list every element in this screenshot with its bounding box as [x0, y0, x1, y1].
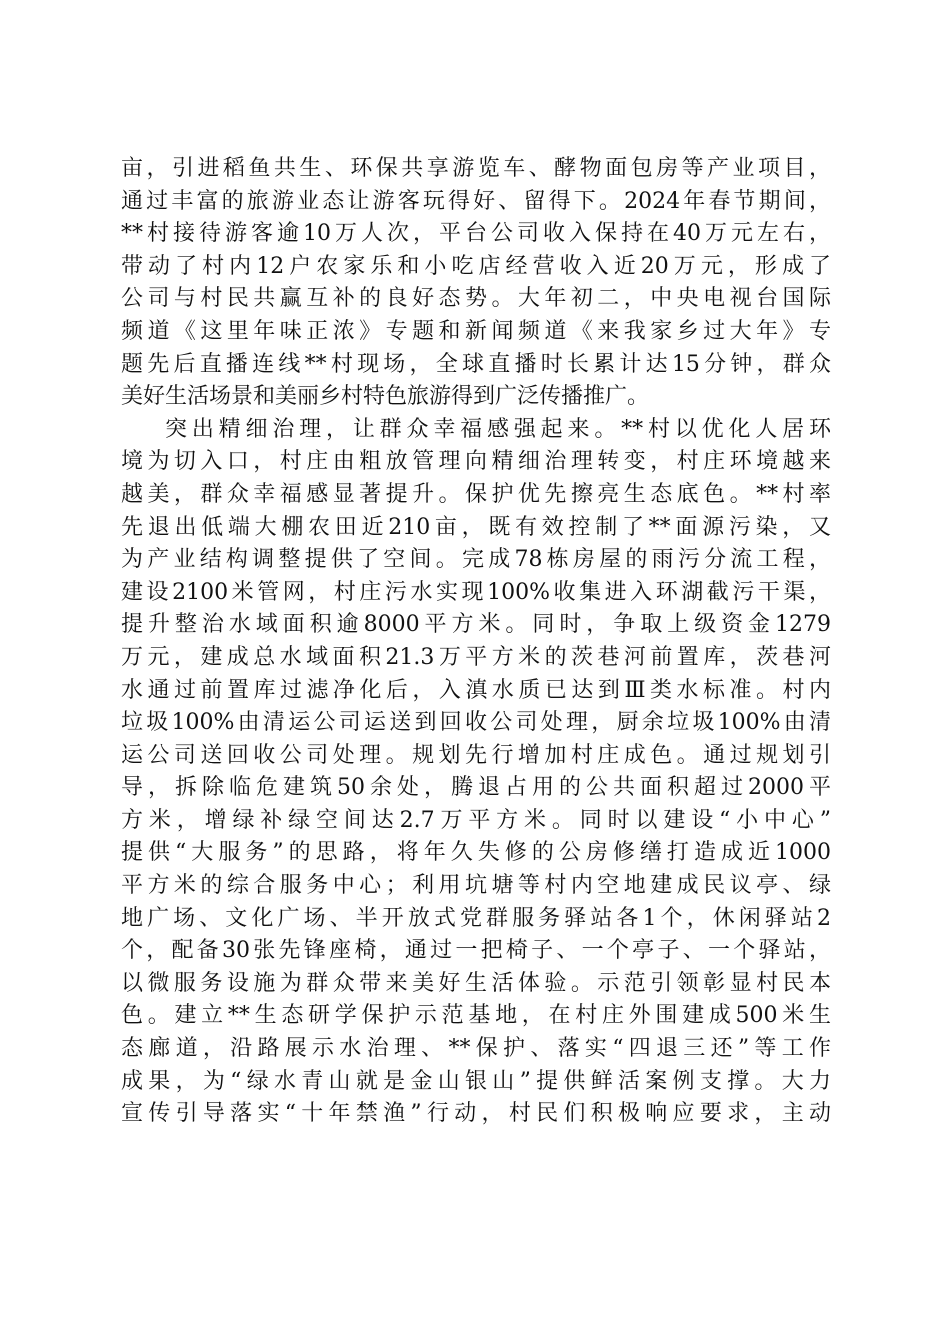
text-line: 突出精细治理，让群众幸福感强起来。**村以优化人居环	[165, 416, 831, 442]
text-line: 提升整治水域面积逾8000平方米。同时，争取上级资金1279	[121, 612, 831, 638]
text-line: 先退出低端大棚农田近210亩，既有效控制了**面源污染，又	[121, 514, 831, 540]
text-line: 方米，增绿补绿空间达2.7万平方米。同时以建设“小中心”	[121, 807, 831, 833]
paragraph-1	[121, 153, 831, 414]
text-line: 为产业结构调整提供了空间。完成78栋房屋的雨污分流工程，	[121, 547, 831, 573]
text-line: 带动了村内12户农家乐和小吃店经营收入近20万元，形成了	[121, 253, 831, 279]
text-line: 宣传引导落实“十年禁渔”行动，村民们积极响应要求，主动	[121, 1101, 831, 1127]
text-line: **村接待游客逾10万人次，平台公司收入保持在40万元左右，	[121, 221, 831, 247]
document-body	[121, 153, 831, 1131]
text-line: 提供“大服务”的思路，将年久失修的公房修缮打造成近1000	[121, 840, 831, 866]
text-line: 境为切入口，村庄由粗放管理向精细治理转变，村庄环境越来	[121, 449, 831, 475]
text-line: 导，拆除临危建筑50余处，腾退占用的公共面积超过2000平	[121, 775, 831, 801]
text-line: 垃圾100%由清运公司运送到回收公司处理，厨余垃圾100%由清	[121, 710, 831, 736]
text-line: 平方米的综合服务中心；利用坑塘等村内空地建成民议亭、绿	[121, 873, 831, 899]
text-line: 色。建立**生态研学保护示范基地，在村庄外围建成500米生	[121, 1003, 831, 1029]
text-line: 题先后直播连线**村现场，全球直播时长累计达15分钟，群众	[121, 351, 831, 377]
text-line: 成果，为“绿水青山就是金山银山”提供鲜活案例支撑。大力	[121, 1068, 831, 1094]
text-line: 态廊道，沿路展示水治理、**保护、落实“四退三还”等工作	[121, 1036, 831, 1062]
text-line: 建设2100米管网，村庄污水实现100%收集进入环湖截污干渠，	[121, 579, 831, 605]
paragraph-2	[121, 414, 831, 1131]
text-line: 亩，引进稻鱼共生、环保共享游览车、酵物面包房等产业项目，	[121, 156, 831, 181]
text-line: 个，配备30张先锋座椅，通过一把椅子、一个亭子、一个驿站，	[121, 938, 831, 964]
text-line: 以微服务设施为群众带来美好生活体验。示范引领彰显村民本	[121, 970, 831, 996]
text-line: 万元，建成总水域面积21.3万平方米的茨巷河前置库，茨巷河	[121, 644, 831, 670]
text-line: 公司与村民共赢互补的良好态势。大年初二，中央电视台国际	[121, 286, 831, 312]
text-line: 频道《这里年味正浓》专题和新闻频道《来我家乡过大年》专	[121, 318, 831, 344]
text-line: 水通过前置库过滤净化后，入滇水质已达到Ⅲ类水标准。村内	[121, 677, 831, 703]
text-line: 地广场、文化广场、半开放式党群服务驿站各1个，休闲驿站2	[121, 905, 831, 931]
text-line: 通过丰富的旅游业态让游客玩得好、留得下。2024年春节期间，	[121, 188, 831, 214]
text-line: 越美，群众幸福感显著提升。保护优先擦亮生态底色。**村率	[121, 481, 831, 507]
text-line: 运公司送回收公司处理。规划先行增加村庄成色。通过规划引	[121, 742, 831, 768]
text-line: 美好生活场景和美丽乡村特色旅游得到广泛传播推广。	[121, 384, 650, 410]
